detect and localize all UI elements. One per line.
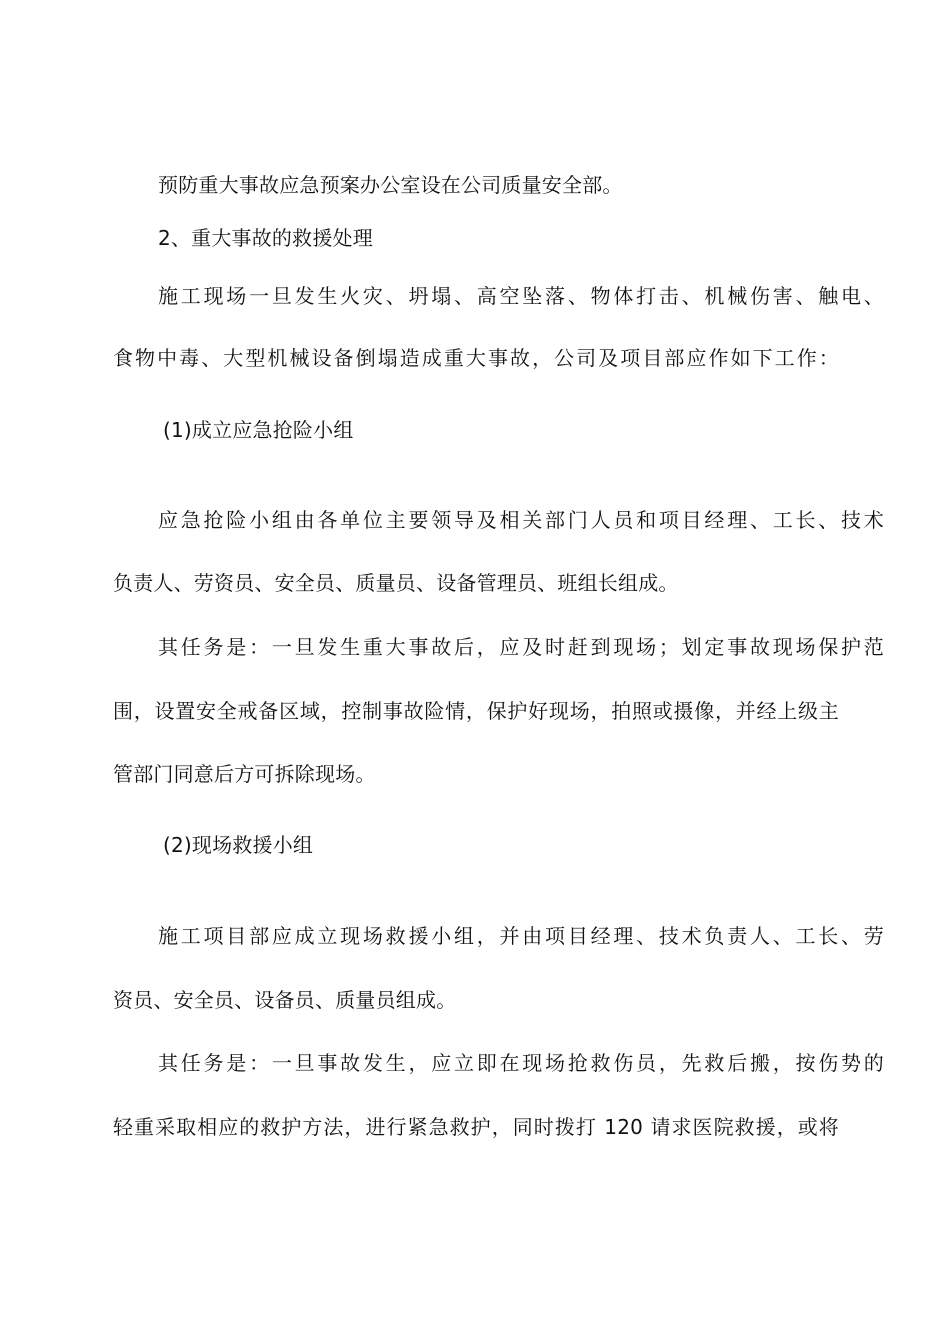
- paragraph-emergency-team-members-line1: 应急抢险小组由各单位主要领导及相关部门人员和项目经理、工长、技术: [158, 508, 884, 532]
- section-heading-rescue-handling: 2、重大事故的救援处理: [158, 226, 373, 250]
- subheading-rescue-team: (2)现场救援小组: [163, 833, 314, 857]
- paragraph-rescue-team-task-line2: 轻重采取相应的救护方法，进行紧急救护，同时拨打 120 请求医院救援，或将: [113, 1115, 839, 1139]
- paragraph-accident-types-line2: 食物中毒、大型机械设备倒塌造成重大事故，公司及项目部应作如下工作：: [113, 346, 839, 370]
- paragraph-emergency-team-task-line1: 其任务是：一旦发生重大事故后，应及时赶到现场；划定事故现场保护范: [158, 635, 884, 659]
- paragraph-accident-types-line1: 施工现场一旦发生火灾、坍塌、高空坠落、物体打击、机械伤害、触电、: [158, 284, 884, 308]
- paragraph-office-location: 预防重大事故应急预案办公室设在公司质量安全部。: [158, 173, 623, 197]
- paragraph-rescue-team-task-line1: 其任务是：一旦事故发生，应立即在现场抢救伤员，先救后搬，按伤势的: [158, 1051, 884, 1075]
- paragraph-emergency-team-task-line3: 管部门同意后方可拆除现场。: [113, 762, 376, 786]
- paragraph-emergency-team-members-line2: 负责人、劳资员、安全员、质量员、设备管理员、班组长组成。: [113, 571, 679, 595]
- paragraph-emergency-team-task-line2: 围，设置安全戒备区域，控制事故险情，保护好现场，拍照或摄像，并经上级主: [113, 699, 839, 723]
- paragraph-rescue-team-members-line2: 资员、安全员、设备员、质量员组成。: [113, 988, 457, 1012]
- paragraph-rescue-team-members-line1: 施工项目部应成立现场救援小组，并由项目经理、技术负责人、工长、劳: [158, 924, 884, 948]
- subheading-emergency-team: (1)成立应急抢险小组: [163, 418, 354, 442]
